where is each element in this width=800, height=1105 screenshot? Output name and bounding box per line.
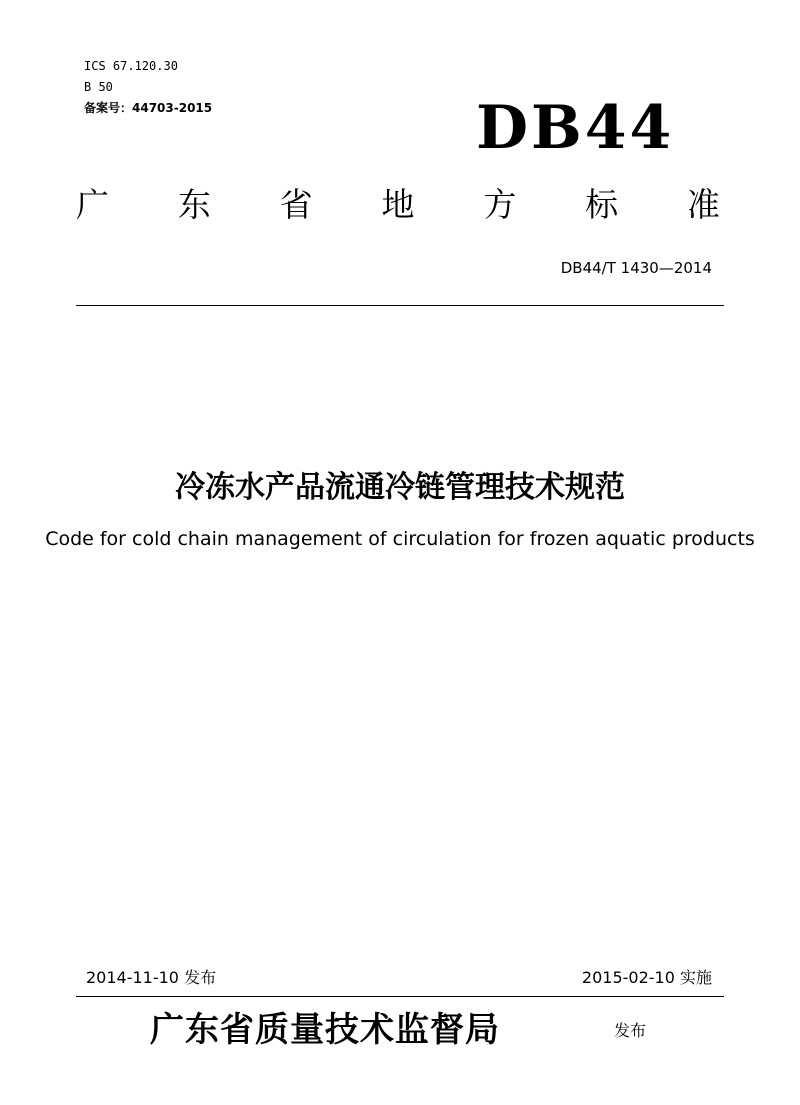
standard-type-char: 标 [585,185,619,224]
filing-number: 备案号：44703-2015 [84,101,213,115]
standard-type-char: 地 [381,185,415,224]
standard-type-char: 省 [279,185,313,224]
ics-code: ICS 67.120.30 [84,59,178,73]
footer-divider [76,996,724,997]
title-chinese: 冷冻水产品流通冷链管理技术规范 [175,470,625,505]
standard-type-char: 东 [177,185,211,224]
implement-date: 2015-02-10 实施 [581,968,712,987]
standard-type [76,185,720,225]
issuing-authority: 广东省质量技术监督局 [150,1010,500,1050]
standard-type-char: 准 [686,185,720,224]
publish-date: 2014-11-10 发布 [86,968,217,987]
issuer-suffix: 发布 [614,1021,647,1040]
header-divider [76,305,724,306]
ccs-code: B 50 [84,80,113,94]
standard-number: DB44/T 1430—2014 [560,259,712,277]
title-english: Code for cold chain management of circulation for frozen aquatic products [45,528,755,550]
standard-type-char: 方 [483,185,517,224]
standard-code: DB44 [476,93,675,163]
standard-type-char: 广 [76,185,109,224]
